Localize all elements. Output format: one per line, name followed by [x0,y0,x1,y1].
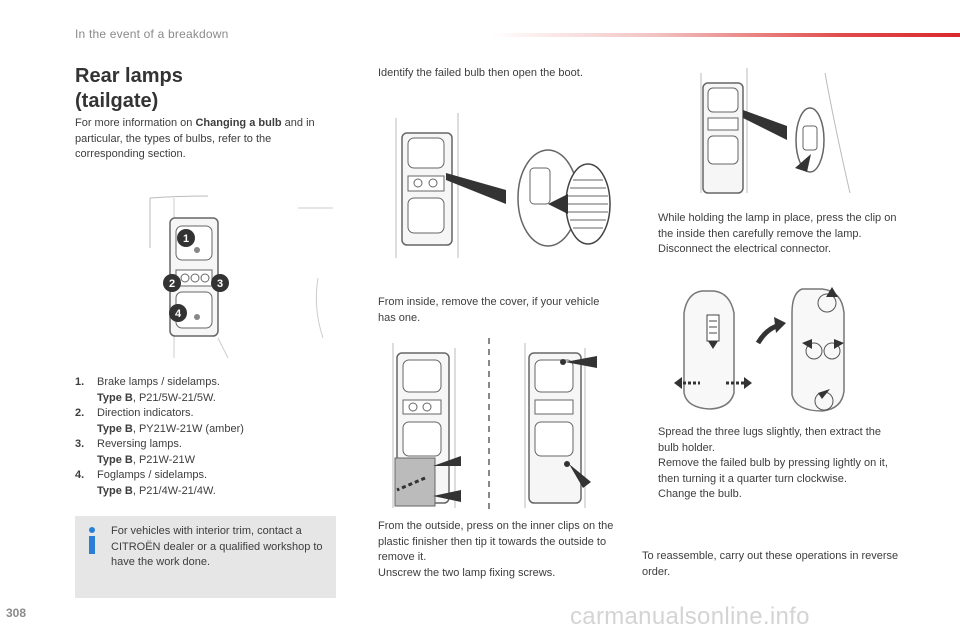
steps-remove-lamp [642,211,904,258]
callout-1: 1 [182,233,190,245]
step-item: Change the bulb. [658,488,742,500]
step-item: From inside, remove the cover, if your vehicle has one. [378,296,600,324]
callout-2: 2 [168,278,176,290]
info-box-text: For vehicles with interior trim, contact a CITROËN dealer or a qualified workshop to have the work done. [111,525,323,568]
bulb-legend [75,375,337,499]
step-item: From the outside, press on the inner clips on the plastic finisher then tip it towards the outside to remove it. [378,520,614,563]
step-item: Remove the failed bulb by pressing lightly on it, then turning it a quarter turn clockwise. [658,457,888,485]
info-box [75,516,336,598]
section-title: In the event of a breakdown [75,27,229,41]
header-accent-bar [490,33,960,37]
intro-link-text: Changing a bulb [195,117,282,129]
intro-paragraph [75,116,337,163]
watermark: carmanualsonline.info [570,603,810,630]
info-icon [85,526,99,556]
steps-identify [362,66,622,82]
lamp-overview-diagram [148,188,338,363]
lamp-removal-diagram [695,68,855,198]
step-item: Disconnect the electrical connector. [658,243,832,255]
step-item: While holding the lamp in place, press the clip on the inside then carefully remove the lamp. [658,212,897,240]
reassemble-note: To reassemble, carry out these operations in reverse order. [642,550,899,578]
step-item: Identify the failed bulb then open the boot. [378,67,583,79]
step-item: Spread the three lugs slightly, then extract the bulb holder. [658,426,881,454]
steps-remove-cover [362,295,602,326]
finisher-clips-diagram [385,338,600,513]
legend-item: 1. Brake lamps / sidelamps. Type B, P21/5W-21/5W. [75,376,220,404]
legend-item: 3. Reversing lamps. Type B, P21W-21W [75,438,196,466]
steps-remove-finisher [362,519,624,581]
legend-item: 4. Foglamps / sidelamps. Type B, P21/4W-21/4W. [75,469,216,497]
page-title-line1: Rear lamps [75,65,183,87]
bulb-holder-diagram [672,283,862,415]
step-item: Unscrew the two lamp fixing screws. [378,566,556,579]
callout-4: 4 [174,308,182,320]
steps-change-bulb [642,425,904,503]
intro-suffix: and in particular, the types of bulbs, refer to the corresponding section. [75,117,315,160]
page-number: 308 [6,606,27,620]
callout-3: 3 [216,278,224,290]
intro-prefix: For more information on [75,117,196,129]
boot-cover-diagram [388,108,638,258]
legend-item: 2. Direction indicators. Type B, PY21W-21W (amber) [75,407,244,435]
page-title-line2: (tailgate) [75,90,159,112]
page-title [75,64,183,114]
